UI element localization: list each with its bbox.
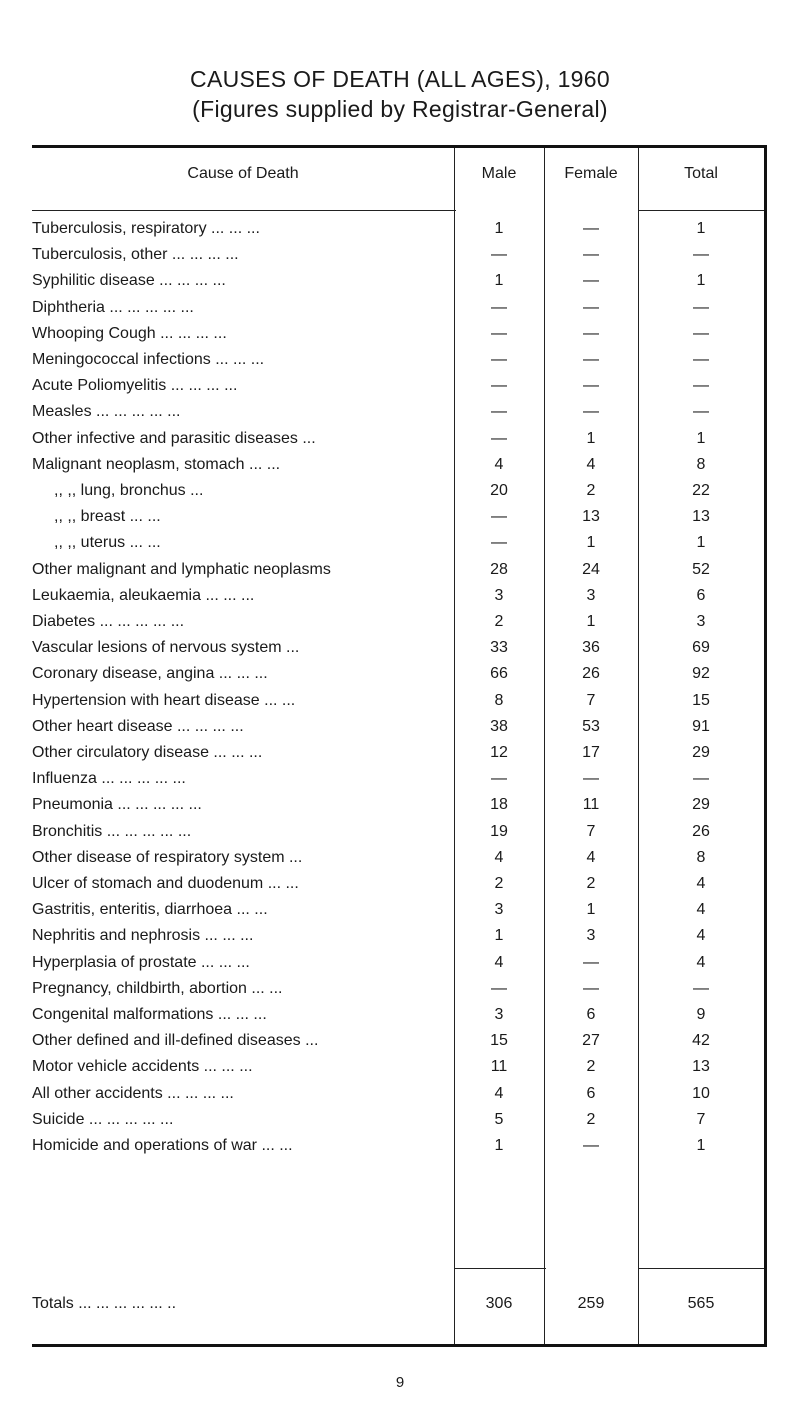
table-row (32, 954, 764, 978)
cause-cell: Pregnancy, childbirth, abortion ... ... (32, 979, 283, 997)
table-row (32, 351, 764, 375)
male-cell: 1 (494, 927, 504, 945)
header-male: Male (481, 165, 517, 182)
total-cell: 1 (696, 272, 706, 290)
cause-cell: Homicide and operations of war ... ... (32, 1137, 293, 1154)
total-cell: 6 (696, 586, 706, 604)
table-row (32, 587, 764, 611)
female-cell: — (583, 953, 599, 971)
table-row (32, 927, 764, 951)
table-row (32, 377, 764, 401)
cause-cell: Congenital malformations ... ... ... (32, 1006, 267, 1023)
female-cell: 7 (586, 822, 596, 840)
cause-cell: Gastritis, enteritis, diarrhoea ... ... (32, 901, 268, 919)
cause-cell: Hypertension with heart disease ... ... (32, 691, 296, 709)
cause-cell: Other heart disease ... ... ... ... (32, 717, 244, 735)
table-row (32, 1058, 764, 1082)
table-row (32, 1006, 764, 1030)
female-cell: 4 (586, 455, 596, 473)
table-row (32, 246, 764, 270)
cause-cell: Leukaemia, aleukaemia ... ... ... (32, 586, 255, 604)
female-cell: 1 (586, 901, 596, 919)
total-cell: 3 (696, 613, 706, 630)
total-cell: 42 (692, 1032, 710, 1050)
male-cell: 38 (490, 717, 508, 735)
table-row (32, 665, 764, 689)
totals-label: Totals ... ... ... ... ... .. (32, 1295, 177, 1312)
cause-cell: ,, ,, breast ... ... (54, 508, 161, 526)
table-row (32, 272, 764, 296)
cause-cell: Nephritis and nephrosis ... ... ... (32, 927, 254, 945)
table-row (32, 325, 764, 349)
total-cell: 92 (692, 665, 710, 683)
female-cell: 26 (582, 665, 600, 683)
male-cell: 3 (494, 586, 504, 604)
total-cell: — (693, 377, 709, 395)
female-cell: — (583, 298, 599, 316)
table-row (32, 823, 764, 847)
table-row (32, 299, 764, 323)
male-cell: 1 (494, 1137, 504, 1154)
female-cell: 2 (586, 875, 596, 892)
table-row (32, 534, 764, 558)
total-cell: 4 (696, 875, 706, 892)
cause-cell: Diabetes ... ... ... ... ... (32, 613, 185, 630)
cause-cell: Syphilitic disease ... ... ... ... (32, 272, 226, 290)
total-cell: 26 (692, 822, 710, 840)
total-cell: 1 (696, 429, 706, 447)
male-cell: 4 (494, 953, 504, 971)
female-cell: 11 (582, 796, 600, 814)
female-cell: 6 (586, 1006, 596, 1023)
male-cell: 11 (490, 1058, 508, 1076)
male-cell: 5 (494, 1110, 504, 1128)
total-cell: 1 (696, 220, 706, 237)
male-cell: 66 (490, 665, 508, 683)
table-row (32, 796, 764, 820)
total-cell: 22 (692, 482, 710, 499)
cause-cell: Other infective and parasitic diseases ... (32, 429, 316, 447)
male-cell: 3 (494, 1006, 504, 1023)
female-cell: — (583, 324, 599, 342)
cause-cell: Bronchitis ... ... ... ... ... (32, 822, 192, 840)
female-cell: 1 (586, 534, 596, 552)
cause-cell: ,, ,, uterus ... ... (54, 534, 161, 552)
cause-cell: Diphtheria ... ... ... ... ... (32, 298, 194, 316)
total-cell: 29 (692, 796, 710, 814)
female-cell: 24 (582, 560, 600, 578)
totals-rule (454, 1268, 546, 1269)
total-cell: 15 (692, 691, 710, 709)
male-cell: — (491, 298, 507, 316)
cause-cell: All other accidents ... ... ... ... (32, 1084, 234, 1102)
totals-female: 259 (577, 1295, 605, 1312)
header-total: Total (684, 165, 718, 182)
cause-cell: Motor vehicle accidents ... ... ... (32, 1058, 253, 1076)
table-row (32, 1032, 764, 1056)
total-cell: 10 (692, 1084, 710, 1102)
female-cell: 1 (586, 429, 596, 447)
female-cell: 13 (582, 508, 600, 526)
total-cell: 52 (692, 560, 710, 578)
male-cell: — (491, 351, 507, 368)
cause-cell: ,, ,, lung, bronchus ... (54, 482, 204, 499)
cause-cell: Vascular lesions of nervous system ... (32, 639, 300, 657)
female-cell: 4 (586, 848, 596, 866)
female-cell: 3 (586, 586, 596, 604)
female-cell: 2 (586, 1110, 596, 1128)
female-cell: — (583, 1137, 599, 1154)
cause-cell: Tuberculosis, other ... ... ... ... (32, 246, 239, 264)
male-cell: 4 (494, 1084, 504, 1102)
totals-row (32, 1295, 764, 1319)
cause-cell: Meningococcal infections ... ... ... (32, 351, 265, 368)
cause-cell: Whooping Cough ... ... ... ... (32, 324, 227, 342)
header-rule (638, 210, 764, 211)
female-cell: — (583, 351, 599, 368)
total-cell: 13 (692, 1058, 710, 1076)
female-cell: 7 (586, 691, 596, 709)
table-row (32, 1137, 764, 1161)
totals-total: 565 (687, 1295, 715, 1312)
male-cell: 1 (494, 220, 504, 237)
female-cell: — (583, 246, 599, 264)
female-cell: 36 (582, 639, 600, 657)
page-subtitle: (Figures supplied by Registrar-General) (192, 96, 608, 122)
male-cell: 2 (494, 875, 504, 892)
male-cell: 1 (494, 272, 504, 290)
male-cell: 20 (490, 482, 508, 499)
table-row (32, 482, 764, 506)
male-cell: — (491, 534, 507, 552)
total-cell: 4 (696, 927, 706, 945)
female-cell: 17 (582, 744, 600, 761)
page-number: 9 (395, 1374, 405, 1391)
female-cell: 2 (586, 482, 596, 499)
page-title: CAUSES OF DEATH (ALL AGES), 1960 (190, 66, 610, 92)
female-cell: 53 (582, 717, 600, 735)
total-cell: 8 (696, 455, 706, 473)
table-row (32, 901, 764, 925)
total-cell: 1 (696, 1137, 706, 1154)
male-cell: — (491, 770, 507, 788)
female-cell: — (583, 220, 599, 237)
cause-cell: Coronary disease, angina ... ... ... (32, 665, 268, 683)
male-cell: 4 (494, 455, 504, 473)
table-row (32, 430, 764, 454)
cause-cell: Measles ... ... ... ... ... (32, 403, 181, 421)
female-cell: 27 (582, 1032, 600, 1050)
table-row (32, 744, 764, 768)
total-cell: 69 (692, 639, 710, 657)
female-cell: — (583, 403, 599, 421)
total-cell: — (693, 403, 709, 421)
female-cell: 1 (586, 613, 596, 630)
male-cell: 18 (490, 796, 508, 814)
total-cell: 9 (696, 1006, 706, 1023)
header-female: Female (564, 165, 618, 182)
table-row (32, 508, 764, 532)
totals-rule (638, 1268, 764, 1269)
table-row (32, 1085, 764, 1109)
male-cell: 28 (490, 560, 508, 578)
male-cell: — (491, 377, 507, 395)
male-cell: — (491, 246, 507, 264)
total-cell: 1 (696, 534, 706, 552)
cause-cell: Other malignant and lymphatic neoplasms (32, 560, 331, 578)
male-cell: — (491, 508, 507, 526)
female-cell: 2 (586, 1058, 596, 1076)
total-cell: 91 (692, 717, 710, 735)
table-row (32, 770, 764, 794)
table-row (32, 980, 764, 1004)
total-cell: — (693, 351, 709, 368)
causes-of-death-table (32, 145, 767, 1347)
male-cell: 2 (494, 613, 504, 630)
male-cell: 19 (490, 822, 508, 840)
cause-cell: Other disease of respiratory system ... (32, 848, 303, 866)
table-row (32, 718, 764, 742)
cause-cell: Influenza ... ... ... ... ... (32, 770, 186, 788)
table-row (32, 613, 764, 637)
table-row (32, 639, 764, 663)
table-row (32, 1111, 764, 1135)
cause-cell: Tuberculosis, respiratory ... ... ... (32, 220, 260, 237)
totals-male: 306 (485, 1295, 513, 1312)
table-row (32, 220, 764, 244)
cause-cell: Other circulatory disease ... ... ... (32, 744, 263, 761)
male-cell: 3 (494, 901, 504, 919)
male-cell: — (491, 403, 507, 421)
total-cell: 13 (692, 508, 710, 526)
female-cell: 3 (586, 927, 596, 945)
table-row (32, 403, 764, 427)
male-cell: 33 (490, 639, 508, 657)
male-cell: 8 (494, 691, 504, 709)
total-cell: 4 (696, 901, 706, 919)
table-row (32, 849, 764, 873)
table-row (32, 561, 764, 585)
female-cell: — (583, 770, 599, 788)
cause-cell: Malignant neoplasm, stomach ... ... (32, 455, 281, 473)
male-cell: 12 (490, 744, 508, 761)
total-cell: 8 (696, 848, 706, 866)
male-cell: — (491, 429, 507, 447)
cause-cell: Other defined and ill-defined diseases ... (32, 1032, 319, 1050)
total-cell: — (693, 324, 709, 342)
male-cell: 4 (494, 848, 504, 866)
male-cell: — (491, 324, 507, 342)
total-cell: — (693, 246, 709, 264)
cause-cell: Ulcer of stomach and duodenum ... ... (32, 875, 299, 892)
total-cell: — (693, 770, 709, 788)
table-row (32, 456, 764, 480)
table-row (32, 875, 764, 899)
male-cell: 15 (490, 1032, 508, 1050)
female-cell: — (583, 979, 599, 997)
total-cell: — (693, 298, 709, 316)
cause-cell: Acute Poliomyelitis ... ... ... ... (32, 377, 238, 395)
female-cell: — (583, 377, 599, 395)
total-cell: — (693, 979, 709, 997)
cause-cell: Suicide ... ... ... ... ... (32, 1110, 174, 1128)
header-rule (32, 210, 456, 211)
total-cell: 4 (696, 953, 706, 971)
table-row (32, 692, 764, 716)
header-cause: Cause of Death (187, 165, 299, 182)
total-cell: 7 (696, 1110, 706, 1128)
female-cell: — (583, 272, 599, 290)
male-cell: — (491, 979, 507, 997)
cause-cell: Pneumonia ... ... ... ... ... (32, 796, 202, 814)
total-cell: 29 (692, 744, 710, 761)
cause-cell: Hyperplasia of prostate ... ... ... (32, 953, 250, 971)
female-cell: 6 (586, 1084, 596, 1102)
